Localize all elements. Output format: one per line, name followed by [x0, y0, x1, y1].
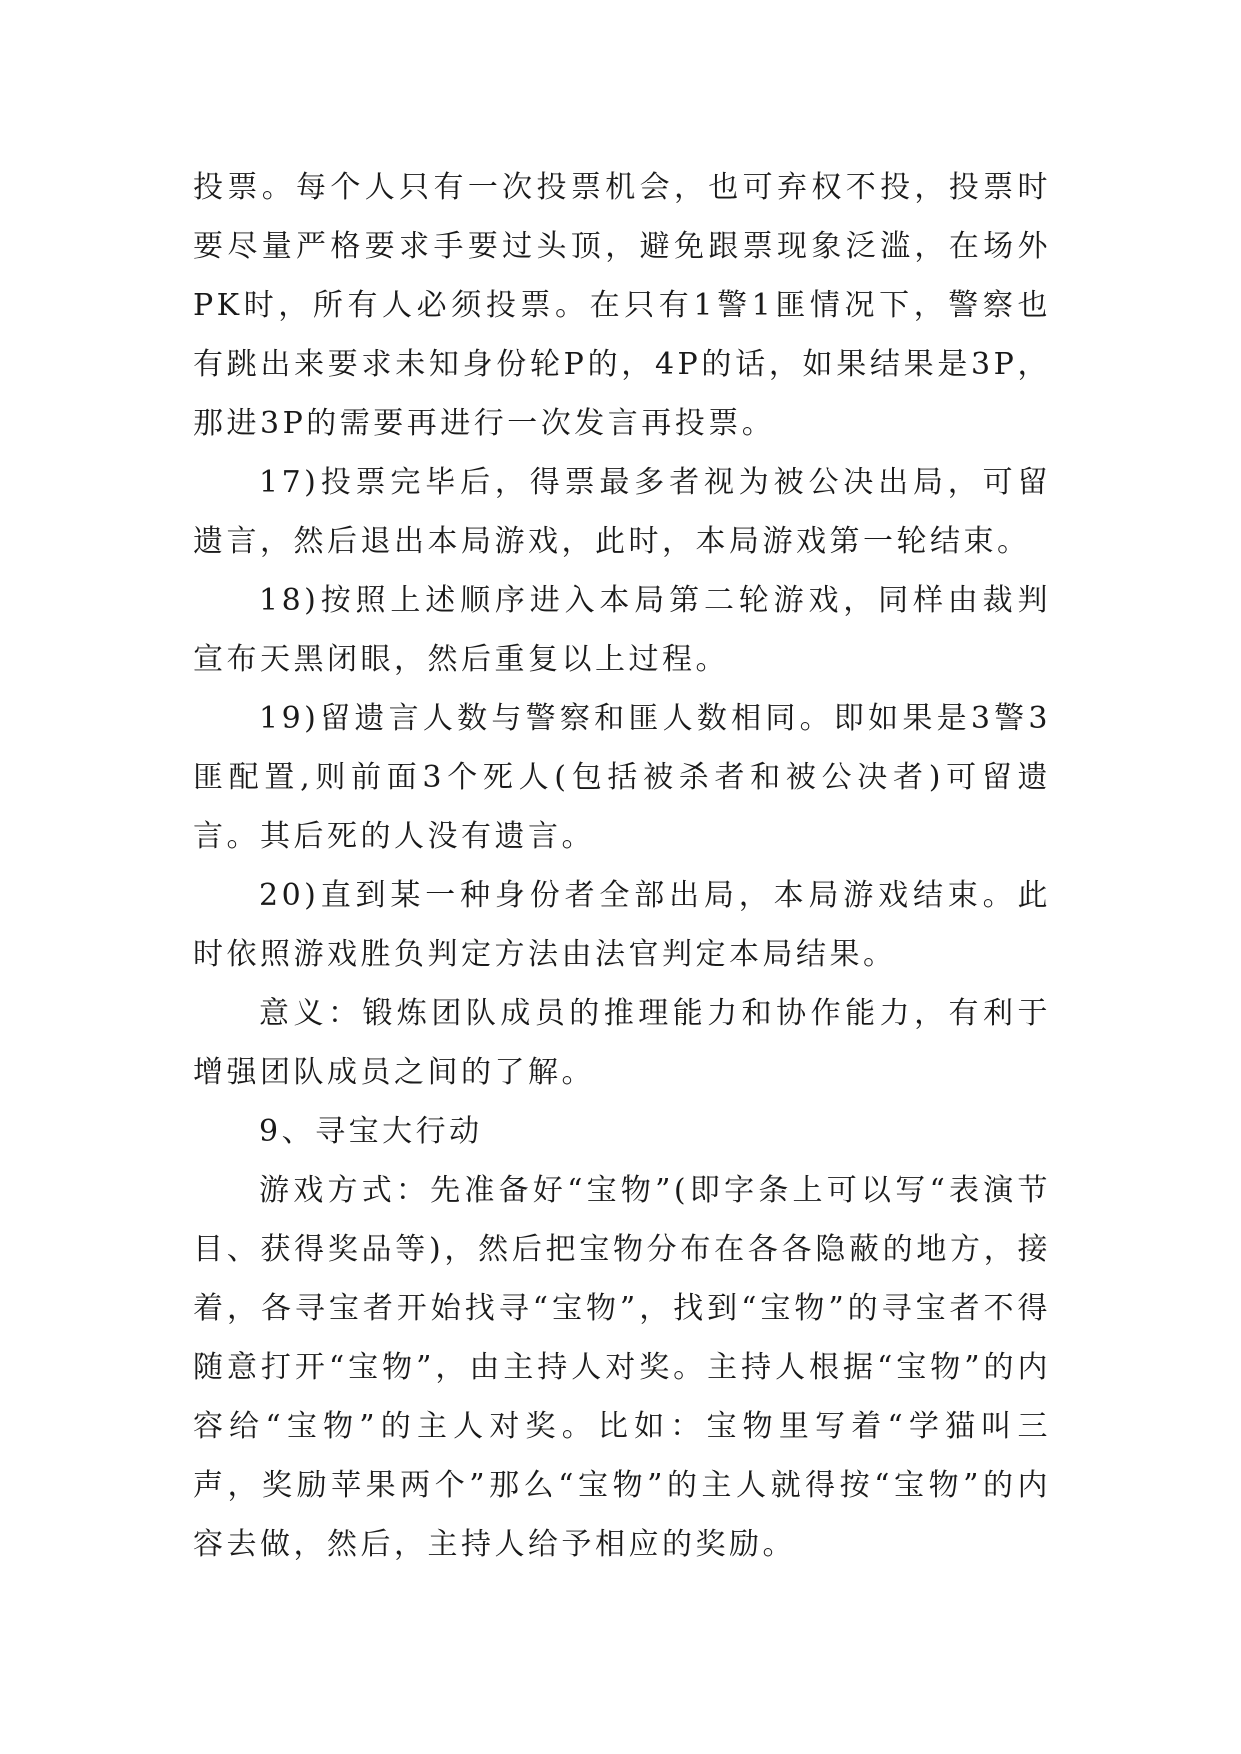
paragraph-rule-17: 17)投票完毕后，得票最多者视为被公决出局，可留遗言，然后退出本局游戏，此时，本局游戏第一轮结束。: [193, 465, 1051, 559]
paragraph-rule-19: 19)留遗言人数与警察和匪人数相同。即如果是3警3匪配置,则前面3个死人(包括被杀者和被公决者)可留遗言。其后死的人没有遗言。: [193, 701, 1051, 854]
document-body: [193, 158, 1051, 1574]
paragraph-game-method: 游戏方式：先准备好“宝物”(即字条上可以写“表演节目、获得奖品等)，然后把宝物分布在各各隐蔽的地方，接着，各寻宝者开始找寻“宝物”，找到“宝物”的寻宝者不得随意打开“宝物”，由主持人对奖。主持人根据“宝物”的内容给“宝物”的主人对奖。比如：宝物里写着“学猫叫三声，奖励苹果两个”那么“宝物”的主人就得按“宝物”的内容去做，然后，主持人给予相应的奖励。: [193, 1173, 1051, 1562]
paragraph-rule-18: 18)按照上述顺序进入本局第二轮游戏，同样由裁判宣布天黑闭眼，然后重复以上过程。: [193, 583, 1051, 677]
paragraph-voting-rules: 投票。每个人只有一次投票机会，也可弃权不投，投票时要尽量严格要求手要过头顶，避免跟票现象泛滥，在场外PK时，所有人必须投票。在只有1警1匪情况下，警察也有跳出来要求未知身份轮P的，4P的话，如果结果是3P，那进3P的需要再进行一次发言再投票。: [193, 170, 1051, 441]
paragraph-rule-20: 20)直到某一种身份者全部出局，本局游戏结束。此时依照游戏胜负判定方法由法官判定本局结果。: [193, 878, 1051, 972]
paragraph-significance: 意义：锻炼团队成员的推理能力和协作能力，有利于增强团队成员之间的了解。: [193, 996, 1051, 1090]
section-heading-treasure-hunt: 9、寻宝大行动: [259, 1114, 483, 1149]
